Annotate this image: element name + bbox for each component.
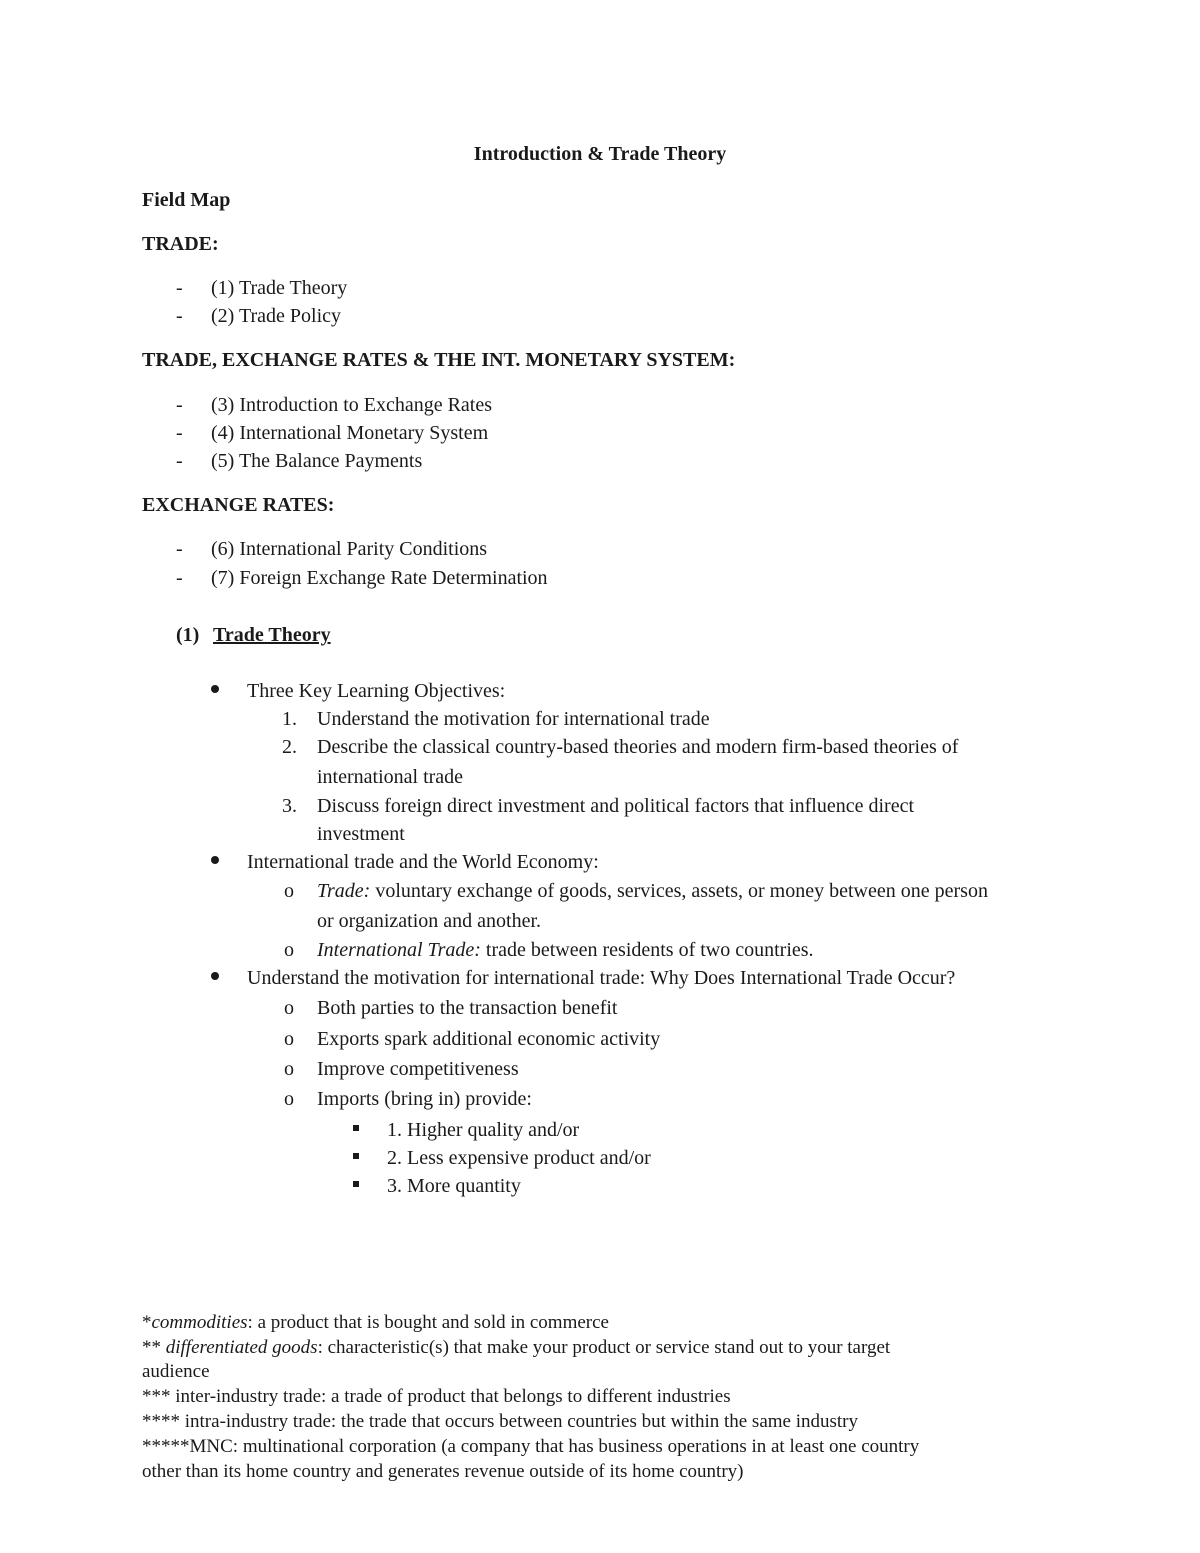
definition-international-trade — [317, 938, 814, 962]
footnote-term: differentiated goods — [165, 1337, 318, 1358]
dash-marker: - — [176, 277, 183, 299]
dash-marker: - — [176, 305, 183, 327]
definition-continuation: or organization and another. — [317, 910, 542, 932]
list-item: (6) International Parity Conditions — [211, 538, 488, 560]
sub-item: Imports (bring in) provide: — [317, 1088, 532, 1110]
bullet-disc — [211, 856, 219, 864]
term-international-trade: International Trade: — [317, 939, 481, 961]
footnote-intra-industry: **** intra-industry trade: the trade that occurs between countries but within the same industry — [142, 1411, 858, 1432]
definition-trade — [317, 879, 988, 903]
bullet-text: Understand the motivation for international trade: Why Does International Trade Occur? — [247, 967, 956, 989]
numbered-item-continuation: investment — [317, 823, 405, 845]
footnote-continuation: other than its home country and generates revenue outside of its home country) — [142, 1461, 744, 1482]
sub-item: Exports spark additional economic activity — [317, 1028, 661, 1050]
footnote-continuation: audience — [142, 1361, 210, 1382]
list-item: (7) Foreign Exchange Rate Determination — [211, 567, 548, 589]
dash-marker: - — [176, 422, 183, 444]
sub-sub-item: 1. Higher quality and/or — [387, 1119, 580, 1141]
sub-item: Improve competitiveness — [317, 1058, 519, 1080]
numbered-item-continuation: international trade — [317, 766, 464, 788]
footnote-term: commodities — [151, 1312, 248, 1333]
circle-marker: o — [284, 939, 294, 961]
numbered-marker: 1. — [282, 708, 297, 730]
sub-item: Both parties to the transaction benefit — [317, 997, 618, 1019]
footnote-mnc: *****MNC: multinational corporation (a company that has business operations in at least one country — [142, 1436, 920, 1457]
footnote-marker: ** — [142, 1337, 166, 1358]
list-item: (1) Trade Theory — [211, 277, 348, 299]
definition-text: voluntary exchange of goods, services, assets, or money between one person — [370, 880, 988, 902]
dash-marker: - — [176, 567, 183, 589]
footnote-commodities — [142, 1311, 609, 1335]
sub-sub-item: 2. Less expensive product and/or — [387, 1147, 651, 1169]
list-item: (4) International Monetary System — [211, 422, 489, 444]
footnote-marker: * — [142, 1312, 152, 1333]
footnote-text: : characteristic(s) that make your product or service stand out to your target — [317, 1337, 891, 1358]
term-trade: Trade: — [317, 880, 371, 902]
bullet-disc — [211, 972, 219, 980]
field-map-heading: Field Map — [142, 189, 231, 211]
numbered-item: Understand the motivation for international trade — [317, 708, 710, 730]
square-bullet — [353, 1153, 359, 1159]
circle-marker: o — [284, 1028, 294, 1050]
section-heading-exchange: EXCHANGE RATES: — [142, 494, 335, 516]
circle-marker: o — [284, 880, 294, 902]
section-heading-monetary: TRADE, EXCHANGE RATES & THE INT. MONETARY SYSTEM: — [142, 349, 736, 371]
bullet-disc — [211, 685, 219, 693]
square-bullet — [353, 1181, 359, 1187]
sub-sub-item: 3. More quantity — [387, 1175, 521, 1197]
circle-marker: o — [284, 997, 294, 1019]
list-item: (2) Trade Policy — [211, 305, 341, 327]
definition-text: trade between residents of two countries. — [480, 939, 814, 961]
section1-title: Trade Theory — [213, 624, 331, 646]
bullet-text: International trade and the World Economy: — [247, 851, 599, 873]
numbered-marker: 2. — [282, 736, 297, 758]
list-item: (3) Introduction to Exchange Rates — [211, 394, 493, 416]
dash-marker: - — [176, 538, 183, 560]
bullet-text: Three Key Learning Objectives: — [247, 680, 506, 702]
dash-marker: - — [176, 394, 183, 416]
numbered-item: Describe the classical country-based theories and modern firm-based theories of — [317, 736, 959, 758]
footnote-inter-industry: *** inter-industry trade: a trade of product that belongs to different industries — [142, 1386, 731, 1407]
footnote-differentiated-goods — [142, 1336, 890, 1360]
numbered-marker: 3. — [282, 795, 297, 817]
numbered-item: Discuss foreign direct investment and political factors that influence direct — [317, 795, 915, 817]
section-heading-trade: TRADE: — [142, 233, 219, 255]
dash-marker: - — [176, 450, 183, 472]
circle-marker: o — [284, 1058, 294, 1080]
page-title: Introduction & Trade Theory — [473, 143, 727, 165]
square-bullet — [353, 1125, 359, 1131]
footnote-text: : a product that is bought and sold in commerce — [247, 1312, 609, 1333]
section1-number: (1) — [176, 624, 200, 646]
circle-marker: o — [284, 1088, 294, 1110]
list-item: (5) The Balance Payments — [211, 450, 423, 472]
